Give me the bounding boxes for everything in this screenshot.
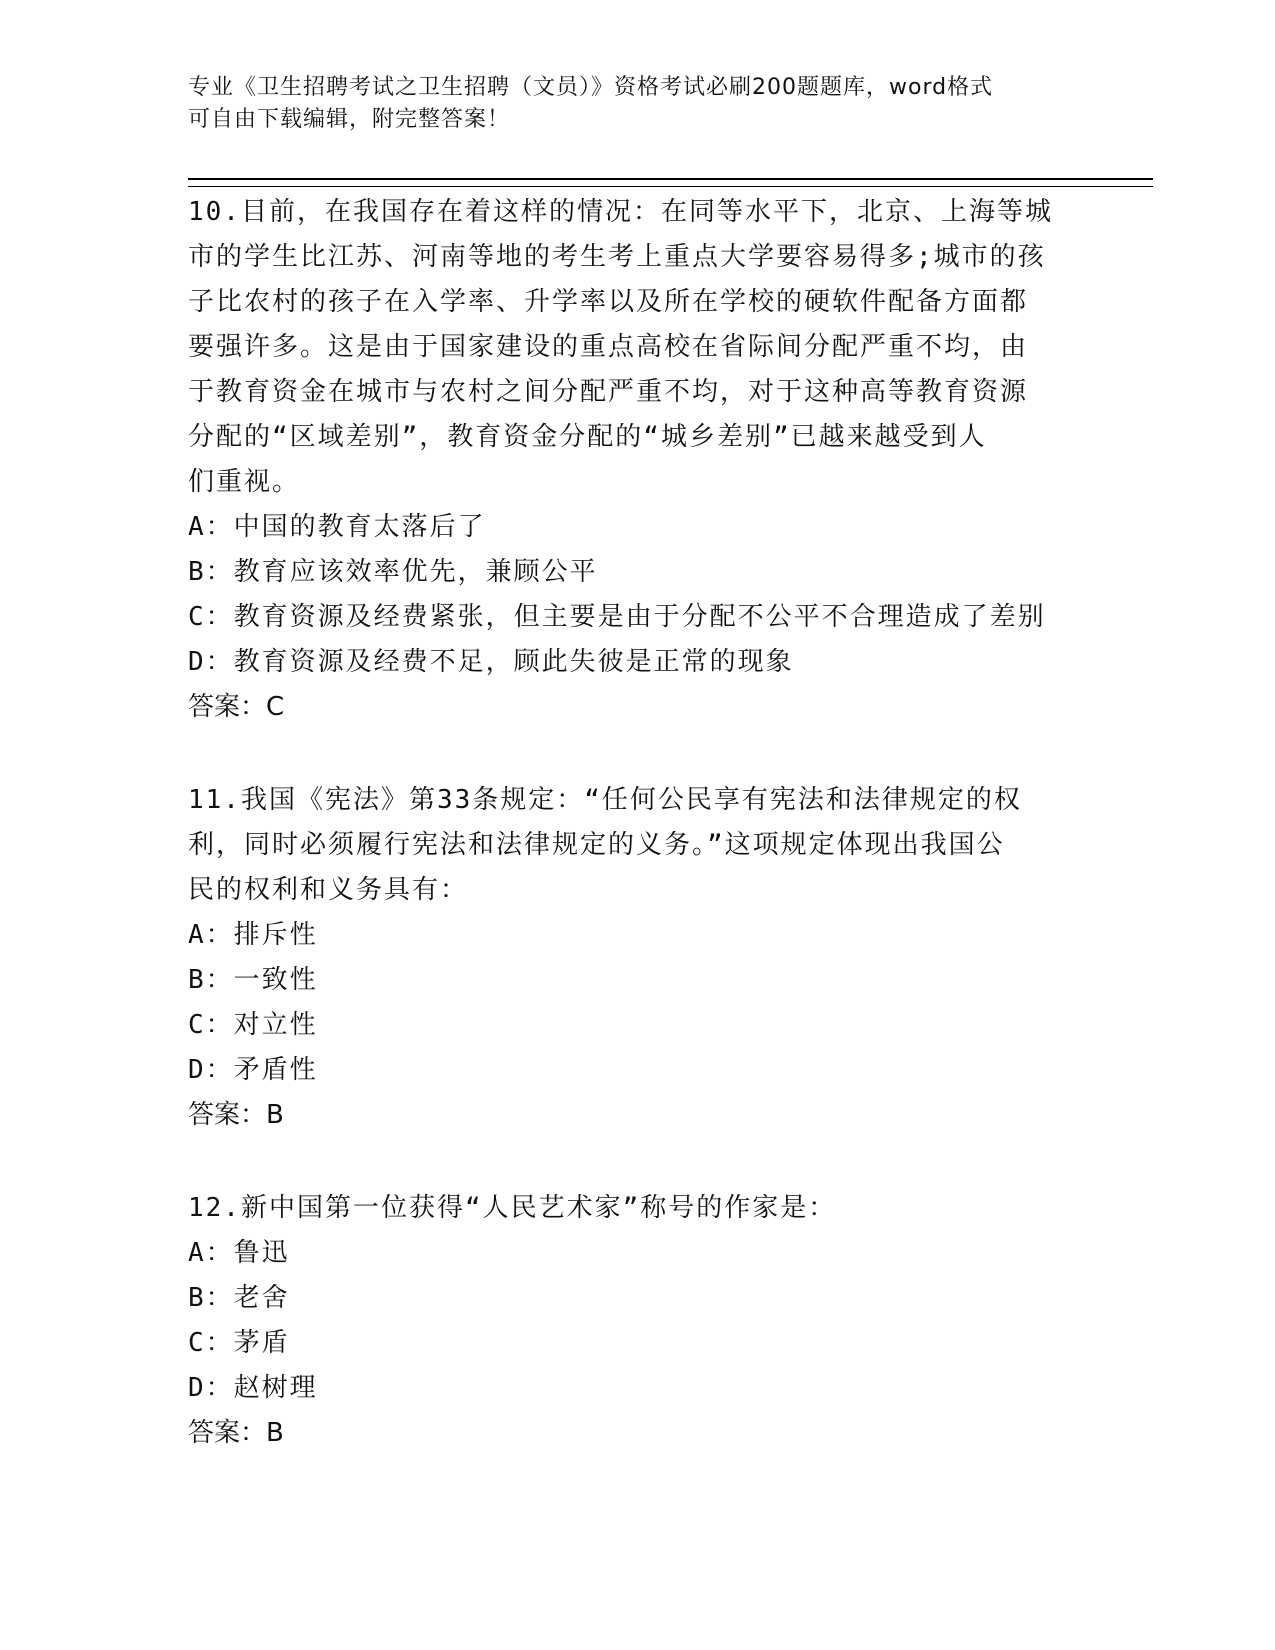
- question-stem: [188, 1186, 1068, 1231]
- option-c: C：教育资源及经费紧张，但主要是由于分配不公平不合理造成了差别: [188, 602, 1046, 632]
- question-stem: [188, 190, 1068, 505]
- answer: 答案：B: [188, 1418, 284, 1448]
- stem-line: 市的学生比江苏、河南等地的考生考上重点大学要容易得多;城市的孩: [188, 242, 1046, 272]
- document-header: [188, 72, 1088, 136]
- question-list: [188, 190, 1068, 1504]
- stem-line: 分配的“区域差别”，教育资金分配的“城乡差别”已越来越受到人: [188, 422, 987, 452]
- stem-line: 10.目前，在我国存在着这样的情况：在同等水平下，北京、上海等城: [188, 197, 1053, 227]
- stem-line: 于教育资金在城市与农村之间分配严重不均，对于这种高等教育资源: [188, 377, 1029, 407]
- header-line-1: 专业《卫生招聘考试之卫生招聘（文员）》资格考试必刷200题题库，word格式: [188, 75, 994, 100]
- option-d: D：赵树理: [188, 1373, 318, 1403]
- question-stem: [188, 778, 1068, 913]
- option-c: C：对立性: [188, 1010, 318, 1040]
- stem-line: 要强许多。这是由于国家建设的重点高校在省际间分配严重不均，由: [188, 332, 1029, 362]
- option-d: D：教育资源及经费不足，顾此失彼是正常的现象: [188, 647, 794, 677]
- question-12: [188, 1186, 1068, 1456]
- option-a: A：排斥性: [188, 920, 318, 950]
- stem-line: 12.新中国第一位获得“人民艺术家”称号的作家是：: [188, 1193, 837, 1223]
- header-line-2: 可自由下载编辑，附完整答案！: [188, 107, 511, 132]
- answer: 答案：C: [188, 692, 285, 722]
- question-10: [188, 190, 1068, 730]
- header-divider: [188, 178, 1153, 187]
- stem-line: 子比农村的孩子在入学率、升学率以及所在学校的硬软件配备方面都: [188, 287, 1029, 317]
- option-a: A：鲁迅: [188, 1238, 290, 1268]
- answer: 答案：B: [188, 1100, 284, 1130]
- stem-line: 们重视。: [188, 467, 301, 497]
- stem-line: 利，同时必须履行宪法和法律规定的义务。”这项规定体现出我国公: [188, 830, 1005, 860]
- option-c: C：茅盾: [188, 1328, 290, 1358]
- option-a: A：中国的教育太落后了: [188, 512, 486, 542]
- stem-line: 民的权利和义务具有：: [188, 875, 469, 905]
- option-b: B：老舍: [188, 1283, 290, 1313]
- stem-line: 11.我国《宪法》第33条规定：“任何公民享有宪法和法律规定的权: [188, 785, 1022, 815]
- option-b: B：一致性: [188, 965, 318, 995]
- option-b: B：教育应该效率优先，兼顾公平: [188, 557, 598, 587]
- option-d: D：矛盾性: [188, 1055, 318, 1085]
- question-11: [188, 778, 1068, 1138]
